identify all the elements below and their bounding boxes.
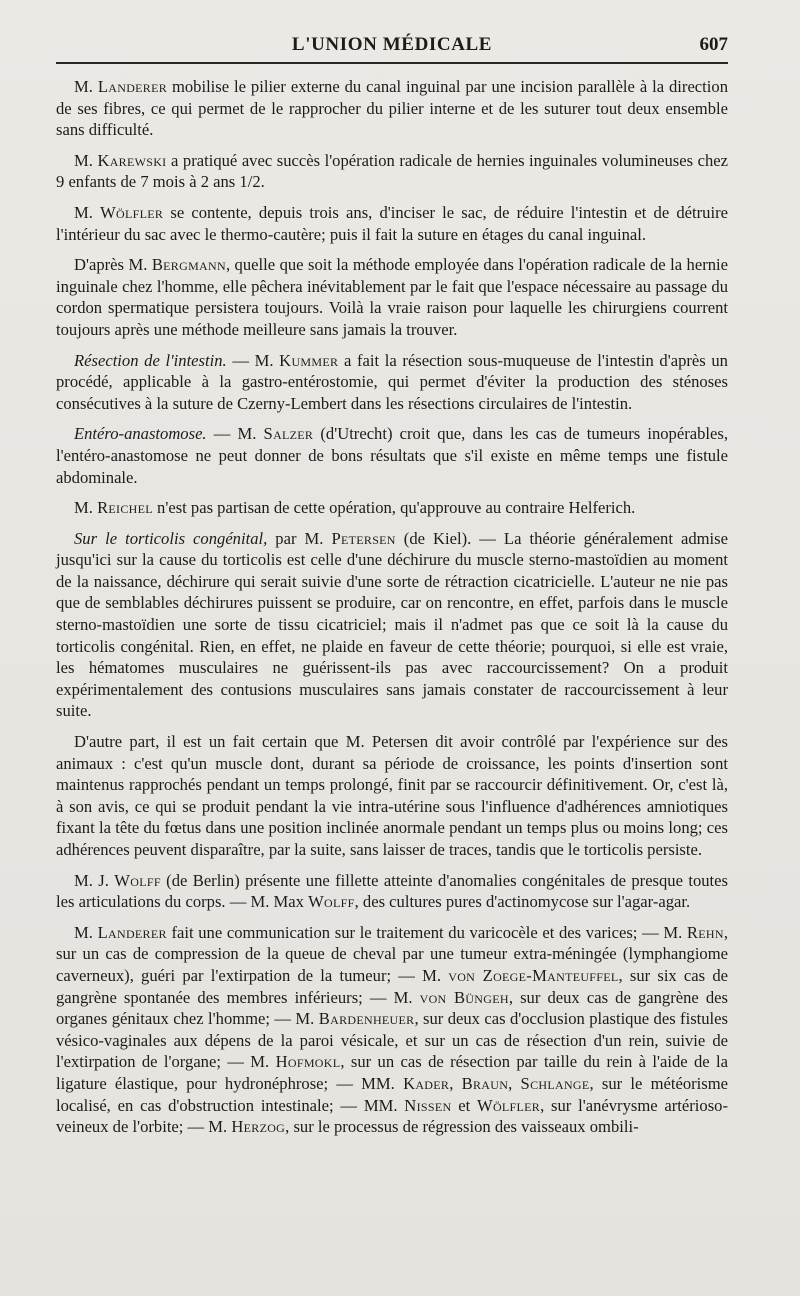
author-name: von Büngeh: [419, 987, 509, 1007]
paragraph-text: M.: [74, 77, 98, 96]
paragraph-text: ,: [449, 1073, 462, 1093]
running-title: L'UNION MÉDICALE: [291, 34, 493, 55]
paragraph-text: , sur un cas de compression de la queue de cheval par une tumeur extra-méningée (lymphangiome caverneux), guéri par l'extirpation de la tumeur; — M.: [56, 922, 728, 985]
paragraph: [56, 497, 728, 519]
paragraph-text: D'après M.: [74, 255, 152, 275]
section-heading: Entéro-anastomose.: [74, 424, 207, 444]
paragraph: [56, 870, 728, 913]
paragraph-text: ,: [508, 1073, 521, 1093]
paragraph-text: , sur deux cas de gangrène des organes génitaux chez l'homme; — M.: [56, 987, 728, 1029]
paragraph: [56, 528, 728, 722]
author-name: Herzog: [231, 1117, 286, 1137]
paragraph-text: M. J.: [74, 870, 115, 890]
section-heading: Résection de l'intestin.: [74, 350, 227, 370]
author-name: Bergmann: [151, 255, 226, 275]
author-name: Schlange: [520, 1073, 590, 1093]
paragraph: [56, 350, 728, 415]
paragraph-text: , des cultures pures d'actinomycose sur l'agar-agar.: [354, 892, 691, 912]
paragraph: [56, 731, 728, 861]
page-number: 607: [699, 34, 728, 55]
paragraph-text: (de Kiel). — La théorie généralement admise jusqu'ici sur la cause du torticolis est celle d'une déchirure du muscle sterno-mastoïdien au moment de la naissance, déchirure qui serait suivie d'une sorte de rétraction cicatricielle. L'auteur ne nie pas que de semblables déchirures puissent se produire, car on rencontre, en effet, parfois dans le muscle sterno-mastoïdien une sorte de tissu cicatriciel; mais il n'admet pas que ce soit là la cause du torticolis congénital. Rien, en effet, ne plaide en faveur de cette théorie; pourquoi, si elle est vraie, les hématomes musculaires ne guérissent-ils pas avec raccourcissement? On a produit expérimentalement des contusions musculaires sans jamais constater de raccourcissement à leur suite.: [56, 528, 728, 721]
paragraph-text: a pratiqué avec succès l'opération radicale de hernies inguinales volumineuses chez 9 enfants de 7 mois à 2 ans 1/2.: [56, 150, 728, 192]
author-name: Braun: [461, 1073, 509, 1093]
page-header: [56, 30, 728, 60]
paragraph: [56, 423, 728, 488]
author-name: Wölfler: [100, 202, 164, 222]
paragraph: [56, 150, 728, 193]
paragraph-text: — M.: [206, 424, 264, 444]
paragraph-text: M.: [74, 922, 98, 942]
paragraph-text: n'est pas partisan de cette opération, qu'approuve au contraire Helferich.: [152, 498, 636, 518]
author-name: Wölfler: [477, 1095, 541, 1115]
paragraph-text: se contente, depuis trois ans, d'inciser le sac, de réduire l'intestin et de détruire l'intérieur du sac avec le thermo-cautère; puis il fait la suture en étages du canal inguinal.: [56, 202, 728, 244]
paragraph-text: fait une communication sur le traitement du varicocèle et des varices; — M.: [166, 922, 687, 942]
paragraph-text: et: [451, 1095, 477, 1115]
author-name: Karewski: [97, 150, 167, 170]
paragraph-text: , sur deux cas d'occlusion plastique des fistules vésico-vaginales aux dépens de la paroi vésicale, et sur un cas de résection d'un rein, suivie de l'extirpation de l'organe; — M.: [56, 1009, 728, 1072]
paragraph-text: M.: [74, 498, 98, 518]
paragraph-text: (de Berlin) présente une fillette atteinte d'anomalies congénitales de presque toutes les articulations du corps. — M. Max: [56, 870, 728, 912]
author-name: Kader: [403, 1073, 450, 1093]
paragraph: [56, 76, 728, 141]
paragraph-text: , sur le météorisme localisé, en cas d'obstruction intestinale; — MM.: [56, 1073, 729, 1115]
author-name: Wolff: [308, 892, 355, 912]
paragraph-text: M.: [74, 150, 98, 170]
author-name: von Zoege-Manteuffel: [448, 965, 619, 985]
paragraph-text: mobilise le pilier externe du canal inguinal par une incision parallèle à la direction de ses fibres, ce qui permet de le rapprocher du pilier interne et de les suturer tout deux ensemble sans difficulté.: [56, 77, 728, 140]
paragraph-text: (d'Utrecht) croit que, dans les cas de tumeurs inopérables, l'entéro-anastomose ne peut donner de bons résultats que s'il existe en même temps une fistule abdominale.: [56, 424, 728, 487]
author-name: Reichel: [97, 498, 153, 518]
author-name: Kummer: [279, 350, 339, 370]
paragraph: [56, 202, 728, 245]
author-name: Bardenheuer: [318, 1009, 415, 1029]
section-heading: Sur le torticolis congénital,: [74, 528, 268, 548]
author-name: Landerer: [97, 922, 167, 942]
paragraph-text: , sur un cas de résection par taille du rein à l'aide de la ligature élastique, pour hydronéphrose; — MM.: [56, 1052, 729, 1093]
author-name: Wolff: [114, 870, 161, 890]
author-name: Rehn: [686, 922, 724, 942]
paragraph-text: D'autre part, il est un fait certain que M. Petersen dit avoir contrôlé par l'expérience sur des animaux : c'est qu'un muscle dont, durant sa période de croissance, les points d'insertion sont maintenus rapprochés pendant un temps prolongé, finit par se raccourcir définitivement. Or, c'est là, à son avis, ce qui se produit pendant la vie intra-utérine sous l'influence d'adhérences amniotiques fixant la tête du fœtus dans une position inclinée anormale pendant un temps plus ou moins long; ces adhérences peuvent disparaître, par la suite, sans laisser de traces, tandis que le torticolis persiste.: [56, 732, 728, 859]
paragraph-text: , sur l'anévrysme artérioso-veineux de l'orbite; — M.: [56, 1095, 728, 1137]
paragraph-text: , sur six cas de gangrène spontanée des membres inférieurs; — M.: [56, 965, 728, 1007]
author-name: Salzer: [263, 424, 314, 444]
paragraph-text: , sur le processus de régression des vaisseaux ombili-: [285, 1117, 639, 1137]
author-name: Hofmokl: [275, 1052, 341, 1072]
body-text: [56, 76, 728, 1138]
paragraph-text: , quelle que soit la méthode employée dans l'opération radicale de la hernie inguinale chez l'homme, elle pêchera inévitablement par le fait que l'espace nécessaire au passage du cordon spermatique persistera toujours. Voilà la vraie raison pour laquelle les chirurgiens courrent toujours après une méthode meilleure sans jamais la trouver.: [56, 255, 728, 339]
paragraph-text: par M.: [267, 528, 332, 548]
author-name: Petersen: [331, 528, 396, 548]
author-name: Nissen: [404, 1095, 452, 1115]
header-rule: [56, 62, 728, 64]
paragraph: [56, 922, 728, 1138]
paragraph-text: — M.: [226, 350, 280, 370]
paragraph: [56, 254, 728, 340]
paragraph-text: a fait la résection sous-muqueuse de l'intestin d'après un procédé, applicable à la gastro-entérostomie, qui permet d'éviter la production des sténoses consécutives à la suture de Czerny-Lembert dans les résections circulaires de l'intestin.: [56, 350, 728, 413]
paragraph-text: M.: [74, 202, 101, 222]
author-name: Landerer: [97, 77, 168, 96]
